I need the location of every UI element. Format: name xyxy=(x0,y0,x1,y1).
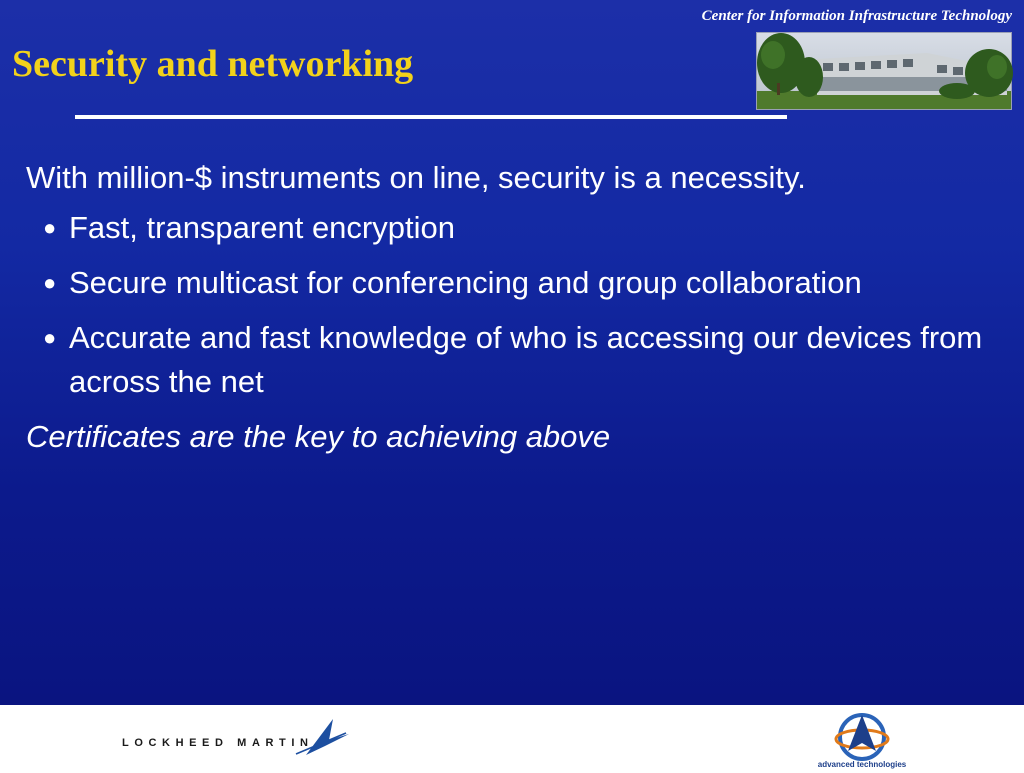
bullet-text: Secure multicast for conferencing and group collaboration xyxy=(69,265,862,300)
footer xyxy=(0,705,1024,768)
list-item xyxy=(26,261,986,305)
lockheed-martin-star-icon xyxy=(120,717,352,761)
list-item xyxy=(26,316,986,404)
bullet-icon: ● xyxy=(43,325,57,350)
title-divider xyxy=(75,115,787,119)
bullet-text: Accurate and fast knowledge of who is accessing our devices from across the net xyxy=(69,320,983,399)
bullet-icon: ● xyxy=(43,215,57,240)
slide-title: Security and networking xyxy=(12,43,414,85)
bullet-icon: ● xyxy=(43,270,57,295)
building-photo xyxy=(756,32,1012,110)
list-item xyxy=(26,206,986,250)
organization-name: Center for Information Infrastructure Technology xyxy=(701,8,1012,24)
closing-statement: Certificates are the key to achieving above xyxy=(26,419,611,454)
intro-paragraph: With million-$ instruments on line, security is a necessity. xyxy=(26,160,806,195)
slide-body xyxy=(26,156,986,459)
lockheed-martin-logo-text: LOCKHEED MARTIN xyxy=(122,737,314,749)
bullet-list xyxy=(26,206,986,404)
advanced-technologies-logo-icon xyxy=(817,711,907,773)
bullet-text: Fast, transparent encryption xyxy=(69,210,455,245)
advanced-technologies-logo-text: advanced technologies xyxy=(817,760,907,769)
